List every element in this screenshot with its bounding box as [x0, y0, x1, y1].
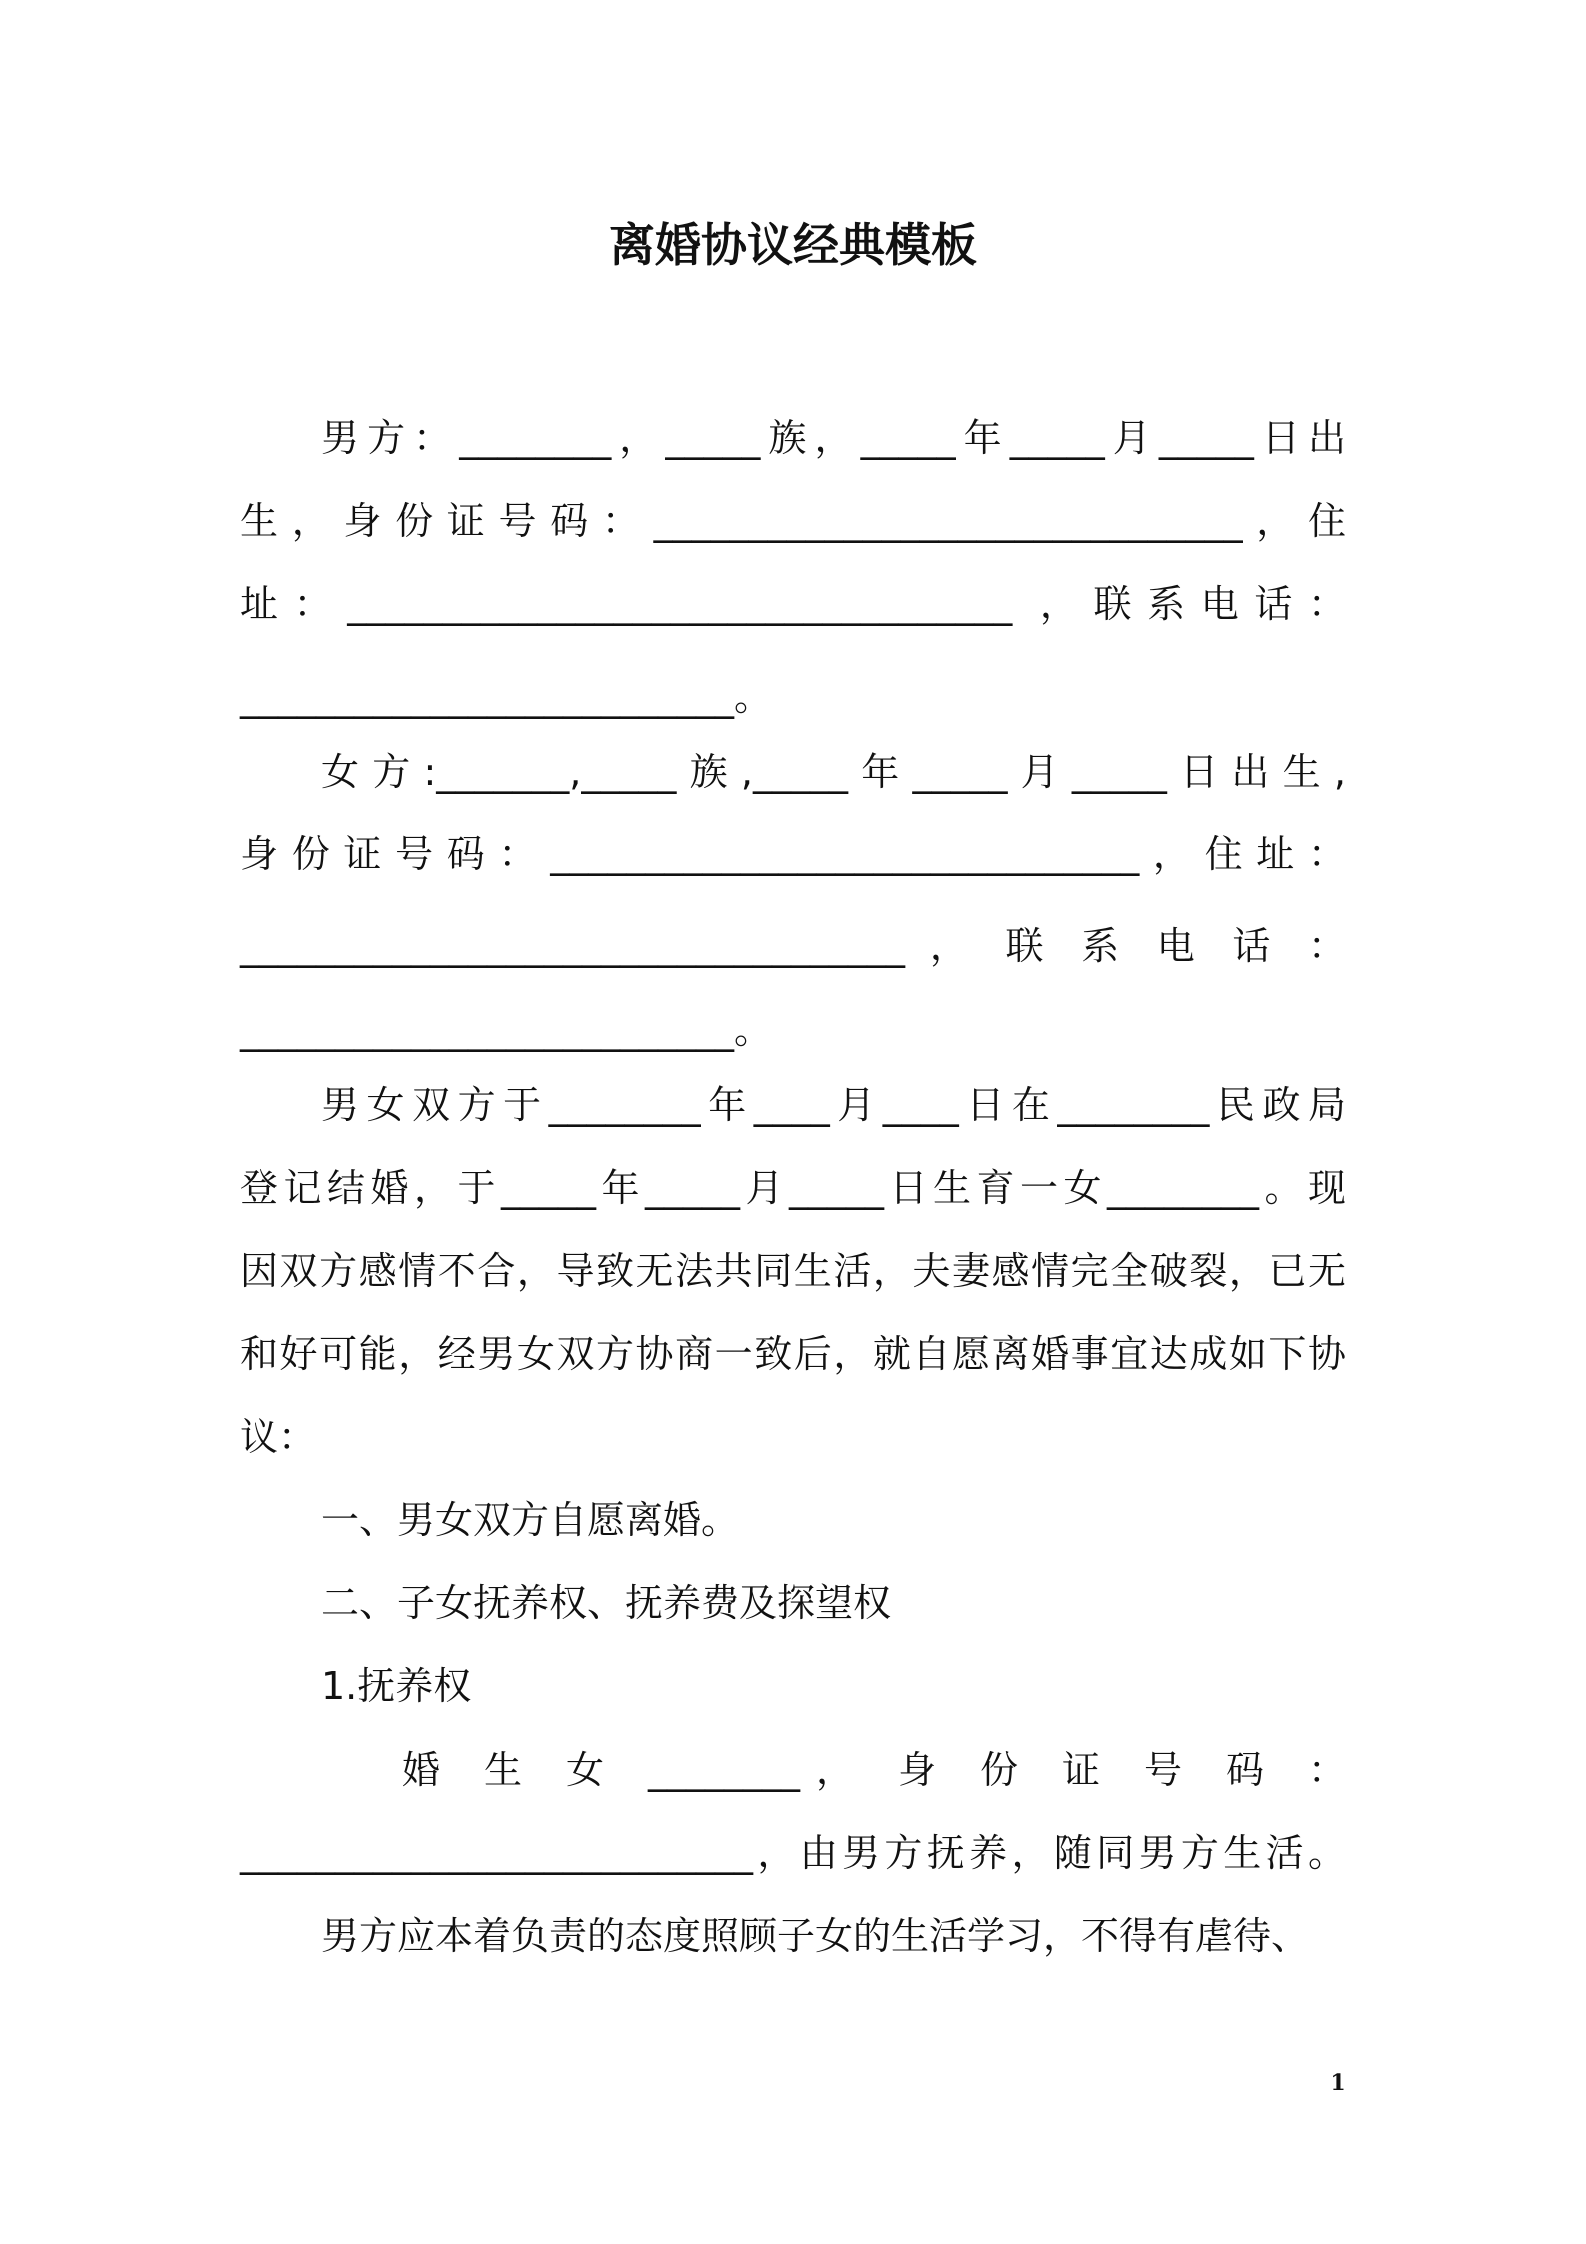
man-info-line-1: 男方：________，_____族，_____年_____月_____日出	[321, 416, 1346, 460]
woman-info-line-3: ___________________________________ ， 联 系 电 话 ：	[240, 924, 1346, 968]
marriage-line-1: 男女双方于________年____月____日在________民政局	[321, 1083, 1346, 1127]
custody-subheading: 1.抚养权	[321, 1664, 472, 1708]
custody-line-1: 婚 生 女 ________， 身 份 证 号 码 ：	[402, 1748, 1346, 1792]
woman-info-line-2: 身份证号码：_______________________________，住址：	[240, 832, 1346, 876]
clause-one: 一、男女双方自愿离婚。	[321, 1498, 740, 1542]
clause-two-heading: 二、子女抚养权、抚养费及探望权	[321, 1581, 892, 1625]
man-info-line-3: 址：___________________________________ ，联系电话：	[240, 582, 1346, 626]
page-number: 1	[1330, 2070, 1346, 2096]
woman-info-line-1: 女方:_______,_____族,_____年_____月_____日出生,	[321, 750, 1346, 794]
man-info-line-2: 生，身份证号码：_______________________________，住	[240, 499, 1346, 543]
woman-info-line-4: __________________________。	[240, 1008, 773, 1052]
man-info-line-4: __________________________。	[240, 675, 773, 719]
custody-line-3: 男方应本着负责的态度照顾子女的生活学习，不得有虐待、	[321, 1914, 1310, 1958]
marriage-line-2: 登记结婚，于_____年_____月_____日生育一女________。现	[240, 1166, 1346, 1210]
marriage-line-4: 和好可能，经男女双方协商一致后，就自愿离婚事宜达成如下协	[240, 1332, 1346, 1376]
marriage-line-5: 议：	[240, 1415, 317, 1459]
document-title: 离婚协议经典模板	[609, 218, 977, 272]
marriage-line-3: 因双方感情不合，导致无法共同生活，夫妻感情完全破裂，已无	[240, 1249, 1346, 1293]
custody-line-2: ___________________________，由男方抚养，随同男方生活。	[240, 1831, 1346, 1875]
